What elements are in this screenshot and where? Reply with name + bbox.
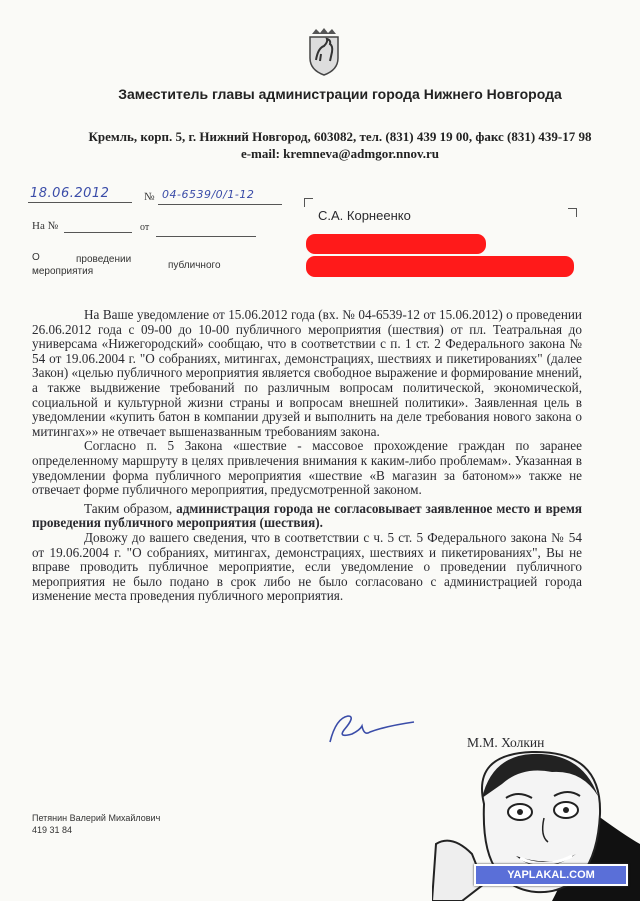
paragraph-decision bbox=[32, 502, 582, 531]
email-line: e-mail: kremneva@admgor.nnov.ru bbox=[240, 146, 440, 161]
address-line: Кремль, корп. 5, г. Нижний Новгород, 603082, тел. (831) 439 19 00, факс (831) 439-17 98 bbox=[88, 129, 592, 144]
paragraph-warning: Довожу до вашего сведения, что в соответствии с ч. 5 ст. 5 Федерального закона № 54 от 19.06.2004 г. "О собраниях, митингах, демонстрациях, шествиях и пикетированиях", Вы не вправе проводить публичное мероприятие, если уведомление о проведении публичного мероприятия не было подано в срок либо не было согласовано с администрацией города изменение места проведения публичного мероприятия. bbox=[32, 529, 582, 604]
subject-word-4: мероприятия bbox=[32, 266, 94, 277]
subject-word-2: проведении bbox=[76, 254, 132, 265]
nizhny-novgorod-crest-icon bbox=[306, 28, 342, 76]
executor-name: Петянин Валерий Михайлович bbox=[32, 813, 161, 823]
paragraph-notice-response: На Ваше уведомление от 15.06.2012 года (вх. № 04-6539-12 от 15.06.2012) о проведении 26.06.2012 года с 09-00 до 10-00 публичного мероприятия (шествия) от пл. Театральная до универсама «Нижегородский» сообщаю, что в соответствии с п. 1 ст. 2 Федерального закона № 54 от 19.06.2004 г. "О собраниях, митингах, демонстрациях, шествиях и пикетированиях" (далее Закон) «целью публичного мероприятия является свободное выражение и формирование мнений, а также выдвижение требований по различным вопросам политической, экономической, социальной и культурной жизни страны и вопросам внешней политики». Заявленная цель в уведомлении «купить батон в компании друзей и выполнить на деле требования нового закона о митингах»» не отвечает вышеназванным требованиям закона. bbox=[32, 307, 582, 439]
reg-number: 04-6539/0/1-12 bbox=[162, 188, 255, 201]
reply-to-label: На № bbox=[32, 220, 59, 232]
decision-bold: администрация города не согласовывает заявленное место и время проведения публичного мероприятия (шествия). bbox=[32, 500, 582, 531]
executor-block bbox=[32, 812, 160, 836]
issuer-title: Заместитель главы администрации города Нижнего Новгорода bbox=[118, 86, 562, 102]
handwritten-signature bbox=[326, 708, 418, 748]
date-underline bbox=[28, 202, 132, 203]
address-bracket-left bbox=[304, 198, 313, 207]
address-bracket-right bbox=[568, 208, 577, 217]
signer-name: М.М. Холкин bbox=[467, 735, 545, 750]
reg-number-label: № bbox=[144, 191, 155, 203]
issuer-address bbox=[40, 128, 640, 162]
letter-body bbox=[32, 308, 582, 604]
reply-number-line bbox=[64, 232, 132, 233]
subject-word-1: О bbox=[32, 252, 40, 263]
subject-word-3: публичного bbox=[168, 260, 221, 271]
executor-phone: 419 31 84 bbox=[32, 825, 73, 835]
reply-from-label: от bbox=[140, 222, 150, 233]
paragraph-march-definition: Согласно п. 5 Закона «шествие - массовое прохождение граждан по заранее определенному маршруту в целях привлечения внимания к каким-либо проблемам». Указанная в уведомлении форма публичного мероприятия «шествие «В магазин за батоном»» также не отвечает форме публичного мероприятия, предусмотренной законом. bbox=[32, 438, 582, 498]
redaction-bar-2 bbox=[306, 256, 574, 277]
decision-lead: Таким образом, bbox=[84, 500, 177, 516]
reply-date-line bbox=[156, 236, 256, 237]
recipient-name: С.А. Корнеенко bbox=[318, 208, 411, 223]
number-underline bbox=[158, 204, 282, 205]
redaction-bar-1 bbox=[306, 234, 486, 254]
watermark-badge: YAPLAKAL.COM bbox=[474, 864, 628, 886]
reg-date: 18.06.2012 bbox=[30, 186, 110, 201]
